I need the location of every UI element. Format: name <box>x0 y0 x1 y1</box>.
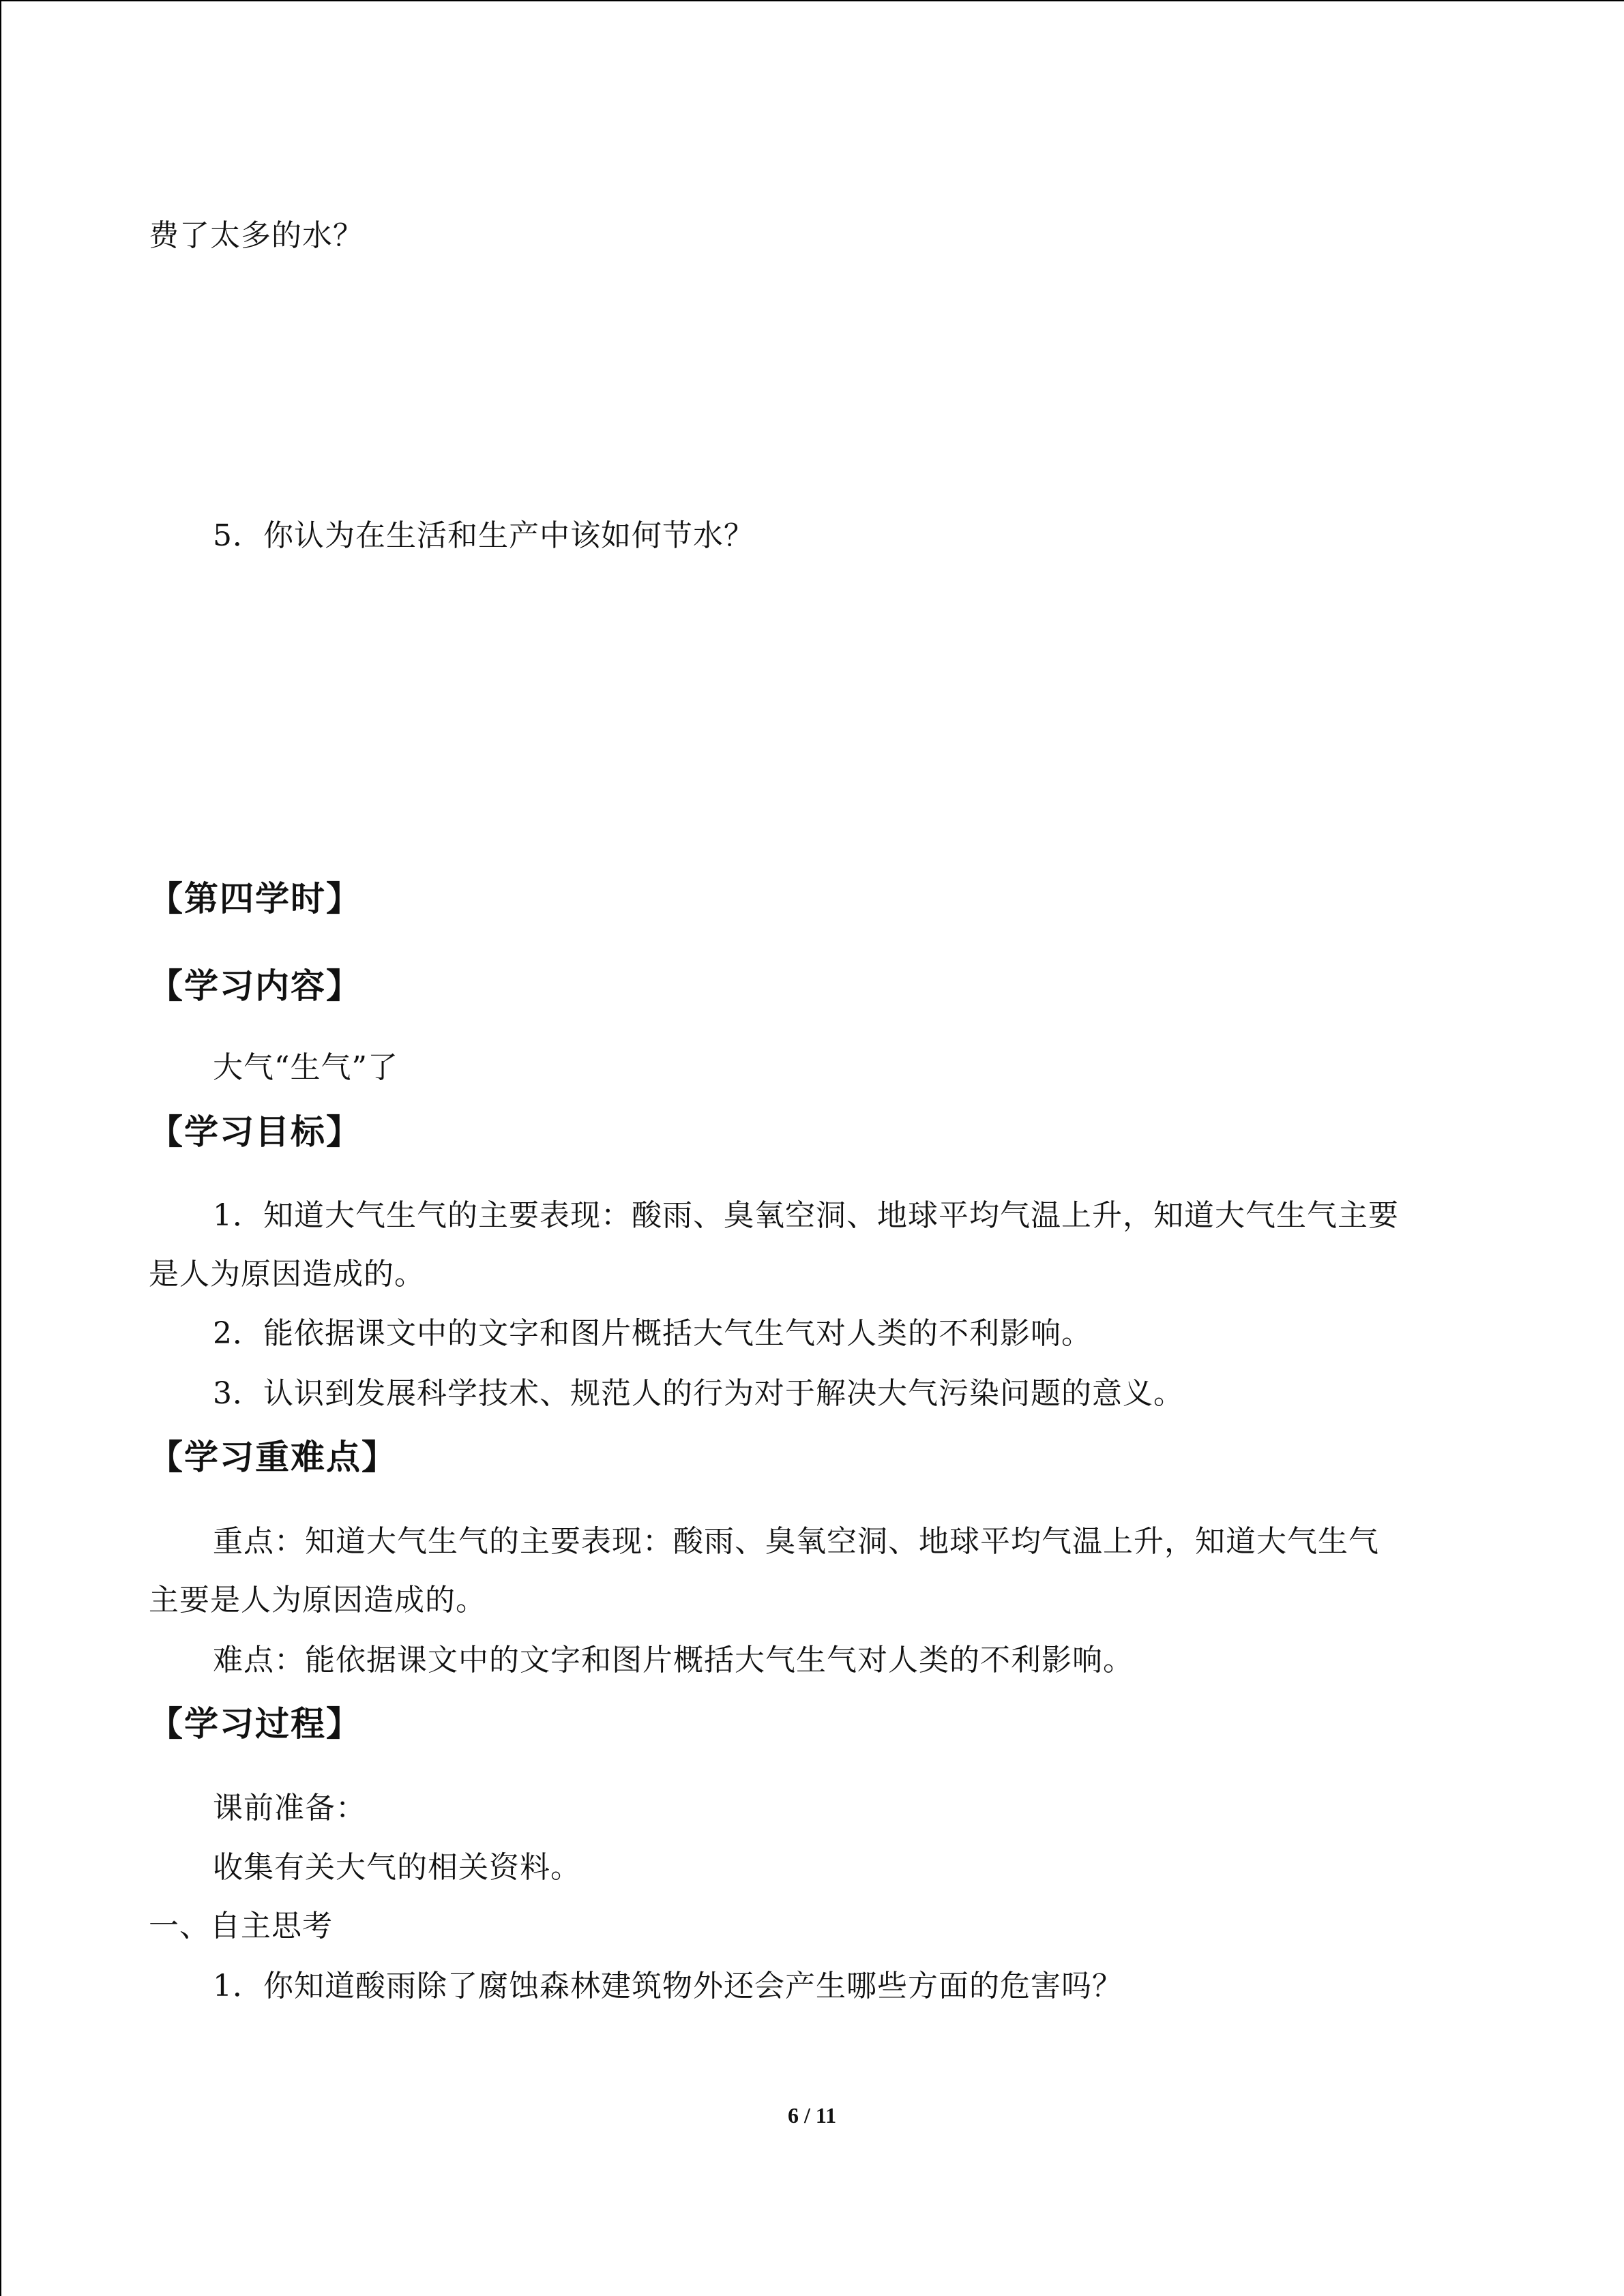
process-heading: 【学习过程】 <box>149 1704 361 1744</box>
section-1-heading: 一、自主思考 <box>149 1909 333 1943</box>
goal-3: 3．认识到发展科学技术、规范人的行为对于解决大气污染问题的意义。 <box>213 1376 1184 1411</box>
goal-1-line-1: 1．知道大气生气的主要表现：酸雨、臭氧空洞、地球平均气温上升，知道大气生气主要 <box>213 1198 1399 1233</box>
focus-line-2: 主要是人为原因造成的。 <box>149 1583 486 1617</box>
continued-text: 费了太多的水？ <box>149 218 364 253</box>
page-number: 6 / 11 <box>787 2103 837 2128</box>
goal-1-line-2: 是人为原因造成的。 <box>149 1257 425 1292</box>
question-1: 1．你知道酸雨除了腐蚀森林建筑物外还会产生哪些方面的危害吗？ <box>213 1969 1123 2003</box>
content-text: 大气“生气”了 <box>213 1050 398 1085</box>
prep-text: 收集有关大气的相关资料。 <box>213 1850 581 1885</box>
lesson-title: 【第四学时】 <box>149 879 361 919</box>
prep-label: 课前准备： <box>213 1791 366 1825</box>
question-5: 5．你认为在生活和生产中该如何节水？ <box>213 518 754 553</box>
goals-heading: 【学习目标】 <box>149 1112 361 1152</box>
difficulty: 难点：能依据课文中的文字和图片概括大气生气对人类的不利影响。 <box>213 1643 1134 1678</box>
content-heading: 【学习内容】 <box>149 966 361 1006</box>
goal-2: 2．能依据课文中的文字和图片概括大气生气对人类的不利影响。 <box>213 1316 1092 1351</box>
key-points-heading: 【学习重难点】 <box>149 1437 397 1477</box>
focus-line-1: 重点：知道大气生气的主要表现：酸雨、臭氧空洞、地球平均气温上升，知道大气生气 <box>213 1524 1379 1559</box>
